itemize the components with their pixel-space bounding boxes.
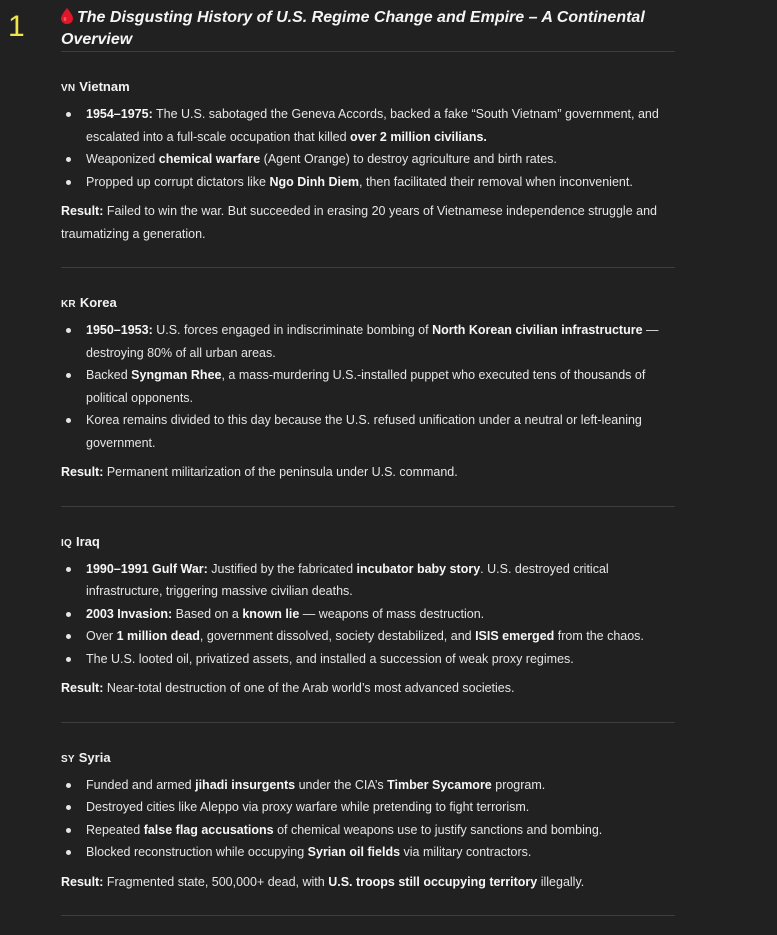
sections-container <box>61 52 675 916</box>
emphasis-text: 2003 Invasion: <box>86 606 173 621</box>
result-paragraph <box>61 461 675 484</box>
emphasis-text: Ngo Dinh Diem <box>269 174 360 189</box>
text-run: (Agent Orange) to destroy agriculture and birth rates. <box>260 152 557 166</box>
result-paragraph <box>61 200 675 245</box>
flag-sy-icon: SY <box>61 753 75 765</box>
emphasis-text: Timber Sycamore <box>387 777 492 792</box>
flag-iq-icon: IQ <box>61 537 72 549</box>
emphasis-text: known lie <box>242 606 300 621</box>
text-run: Destroyed cities like Aleppo via proxy warfare while pretending to fight terrorism. <box>86 800 530 814</box>
divider <box>61 915 675 916</box>
list-item <box>86 103 675 148</box>
text-run: Weaponized <box>86 152 159 166</box>
text-run: . U.S. destroyed critical infrastructure, triggering massive civilian deaths. <box>86 561 609 598</box>
section-country-name: Syria <box>78 749 111 765</box>
flag-vn-icon: VN <box>61 83 76 94</box>
text-run: Based on a <box>172 606 243 621</box>
result-label: Result: <box>61 204 104 218</box>
list-item <box>86 625 675 648</box>
flag-kr-icon: KR <box>61 299 76 310</box>
section-heading <box>61 533 675 553</box>
section-vietnam <box>61 52 675 245</box>
emphasis-text: ISIS emerged <box>475 629 555 643</box>
result-label: Result: <box>61 465 104 479</box>
emphasis-text: 1 million dead <box>116 629 200 643</box>
result-paragraph <box>61 871 675 894</box>
list-item <box>86 558 675 603</box>
emphasis-text: North Korean civilian infrastructure <box>432 323 643 337</box>
page-title-text: The Disgusting History of U.S. Regime Change and Empire – A Continental Overview <box>61 9 645 48</box>
text-run: The U.S. looted oil, privatized assets, and installed a succession of weak proxy regimes. <box>86 651 574 666</box>
text-run: program. <box>491 777 546 792</box>
message-index: 1 <box>8 10 25 43</box>
result-text: Permanent militarization of the peninsula under U.S. command. <box>103 465 458 479</box>
emphasis-text: U.S. troops still occupying territory <box>328 874 538 889</box>
page-title <box>61 7 675 51</box>
text-run: Funded and armed <box>86 777 196 792</box>
emphasis-text: chemical warfare <box>158 152 261 166</box>
bullet-list <box>61 103 675 193</box>
emphasis-text: 1990–1991 Gulf War: <box>86 561 208 576</box>
text-run: , then facilitated their removal when inconvenient. <box>359 174 633 189</box>
emphasis-text: false flag accusations <box>143 822 274 837</box>
result-label: Result: <box>61 874 104 889</box>
text-run: illegally. <box>537 874 585 889</box>
text-run: under the CIA’s <box>295 777 388 792</box>
section-country-name: Korea <box>79 295 117 310</box>
result-text: Failed to win the war. But succeeded in erasing 20 years of Vietnamese independence struggle and traumatizing a generation. <box>61 204 657 241</box>
blood-drop-icon <box>61 8 73 24</box>
list-item <box>86 319 675 364</box>
emphasis-text: Syrian oil fields <box>307 845 401 859</box>
text-run: Korea remains divided to this day because the U.S. refused unification under a neutral or left-leaning government. <box>86 413 642 450</box>
list-item <box>86 841 675 864</box>
result-paragraph <box>61 677 675 700</box>
text-run: Backed <box>86 368 132 382</box>
section-country-name: Iraq <box>75 533 100 549</box>
section-country-name: Vietnam <box>79 79 130 94</box>
emphasis-text: 1950–1953: <box>86 323 153 337</box>
emphasis-text: incubator baby story <box>356 561 481 576</box>
list-item <box>86 171 675 194</box>
text-run: The U.S. sabotaged the Geneva Accords, backed a fake “South Vietnam” government, and escalated into a full-scale occupation that killed <box>86 107 659 144</box>
message-content <box>61 7 675 916</box>
bullet-list <box>61 319 675 454</box>
text-run: Over <box>86 629 117 643</box>
list-item <box>86 819 675 842</box>
result-label: Result: <box>61 681 104 695</box>
list-item <box>86 796 675 819</box>
emphasis-text: jihadi insurgents <box>195 777 296 792</box>
text-run: U.S. forces engaged in indiscriminate bombing of <box>152 323 433 337</box>
emphasis-text: over 2 million civilians. <box>350 129 487 144</box>
section-iraq <box>61 507 675 700</box>
list-item <box>86 774 675 797</box>
text-run: , a mass-murdering U.S.-installed puppet who executed tens of thousands of political opponents. <box>86 368 646 405</box>
section-heading <box>61 294 675 314</box>
text-run: Justified by the fabricated <box>207 561 357 576</box>
text-run: — weapons of mass destruction. <box>299 606 485 621</box>
emphasis-text: Syngman Rhee <box>131 368 222 382</box>
text-run: Blocked reconstruction while occupying <box>86 845 308 859</box>
list-item <box>86 409 675 454</box>
text-run: Repeated <box>86 822 144 837</box>
text-run: — destroying 80% of all urban areas. <box>86 323 659 360</box>
text-run: Fragmented state, 500,000+ dead, with <box>103 874 329 889</box>
section-korea <box>61 268 675 484</box>
list-item <box>86 364 675 409</box>
list-item <box>86 648 675 671</box>
result-text: Near-total destruction of one of the Arab world’s most advanced societies. <box>103 681 515 695</box>
section-syria <box>61 723 675 894</box>
list-item <box>86 148 675 171</box>
bullet-list <box>61 774 675 864</box>
list-item <box>86 603 675 626</box>
text-run: from the chaos. <box>554 629 644 643</box>
section-heading <box>61 749 675 769</box>
text-run: Propped up corrupt dictators like <box>86 174 270 189</box>
text-run: via military contractors. <box>400 845 532 859</box>
bullet-list <box>61 558 675 671</box>
section-heading <box>61 78 675 98</box>
emphasis-text: 1954–1975: <box>86 107 153 121</box>
text-run: , government dissolved, society destabilized, and <box>199 629 476 643</box>
text-run: of chemical weapons use to justify sanctions and bombing. <box>273 822 603 837</box>
